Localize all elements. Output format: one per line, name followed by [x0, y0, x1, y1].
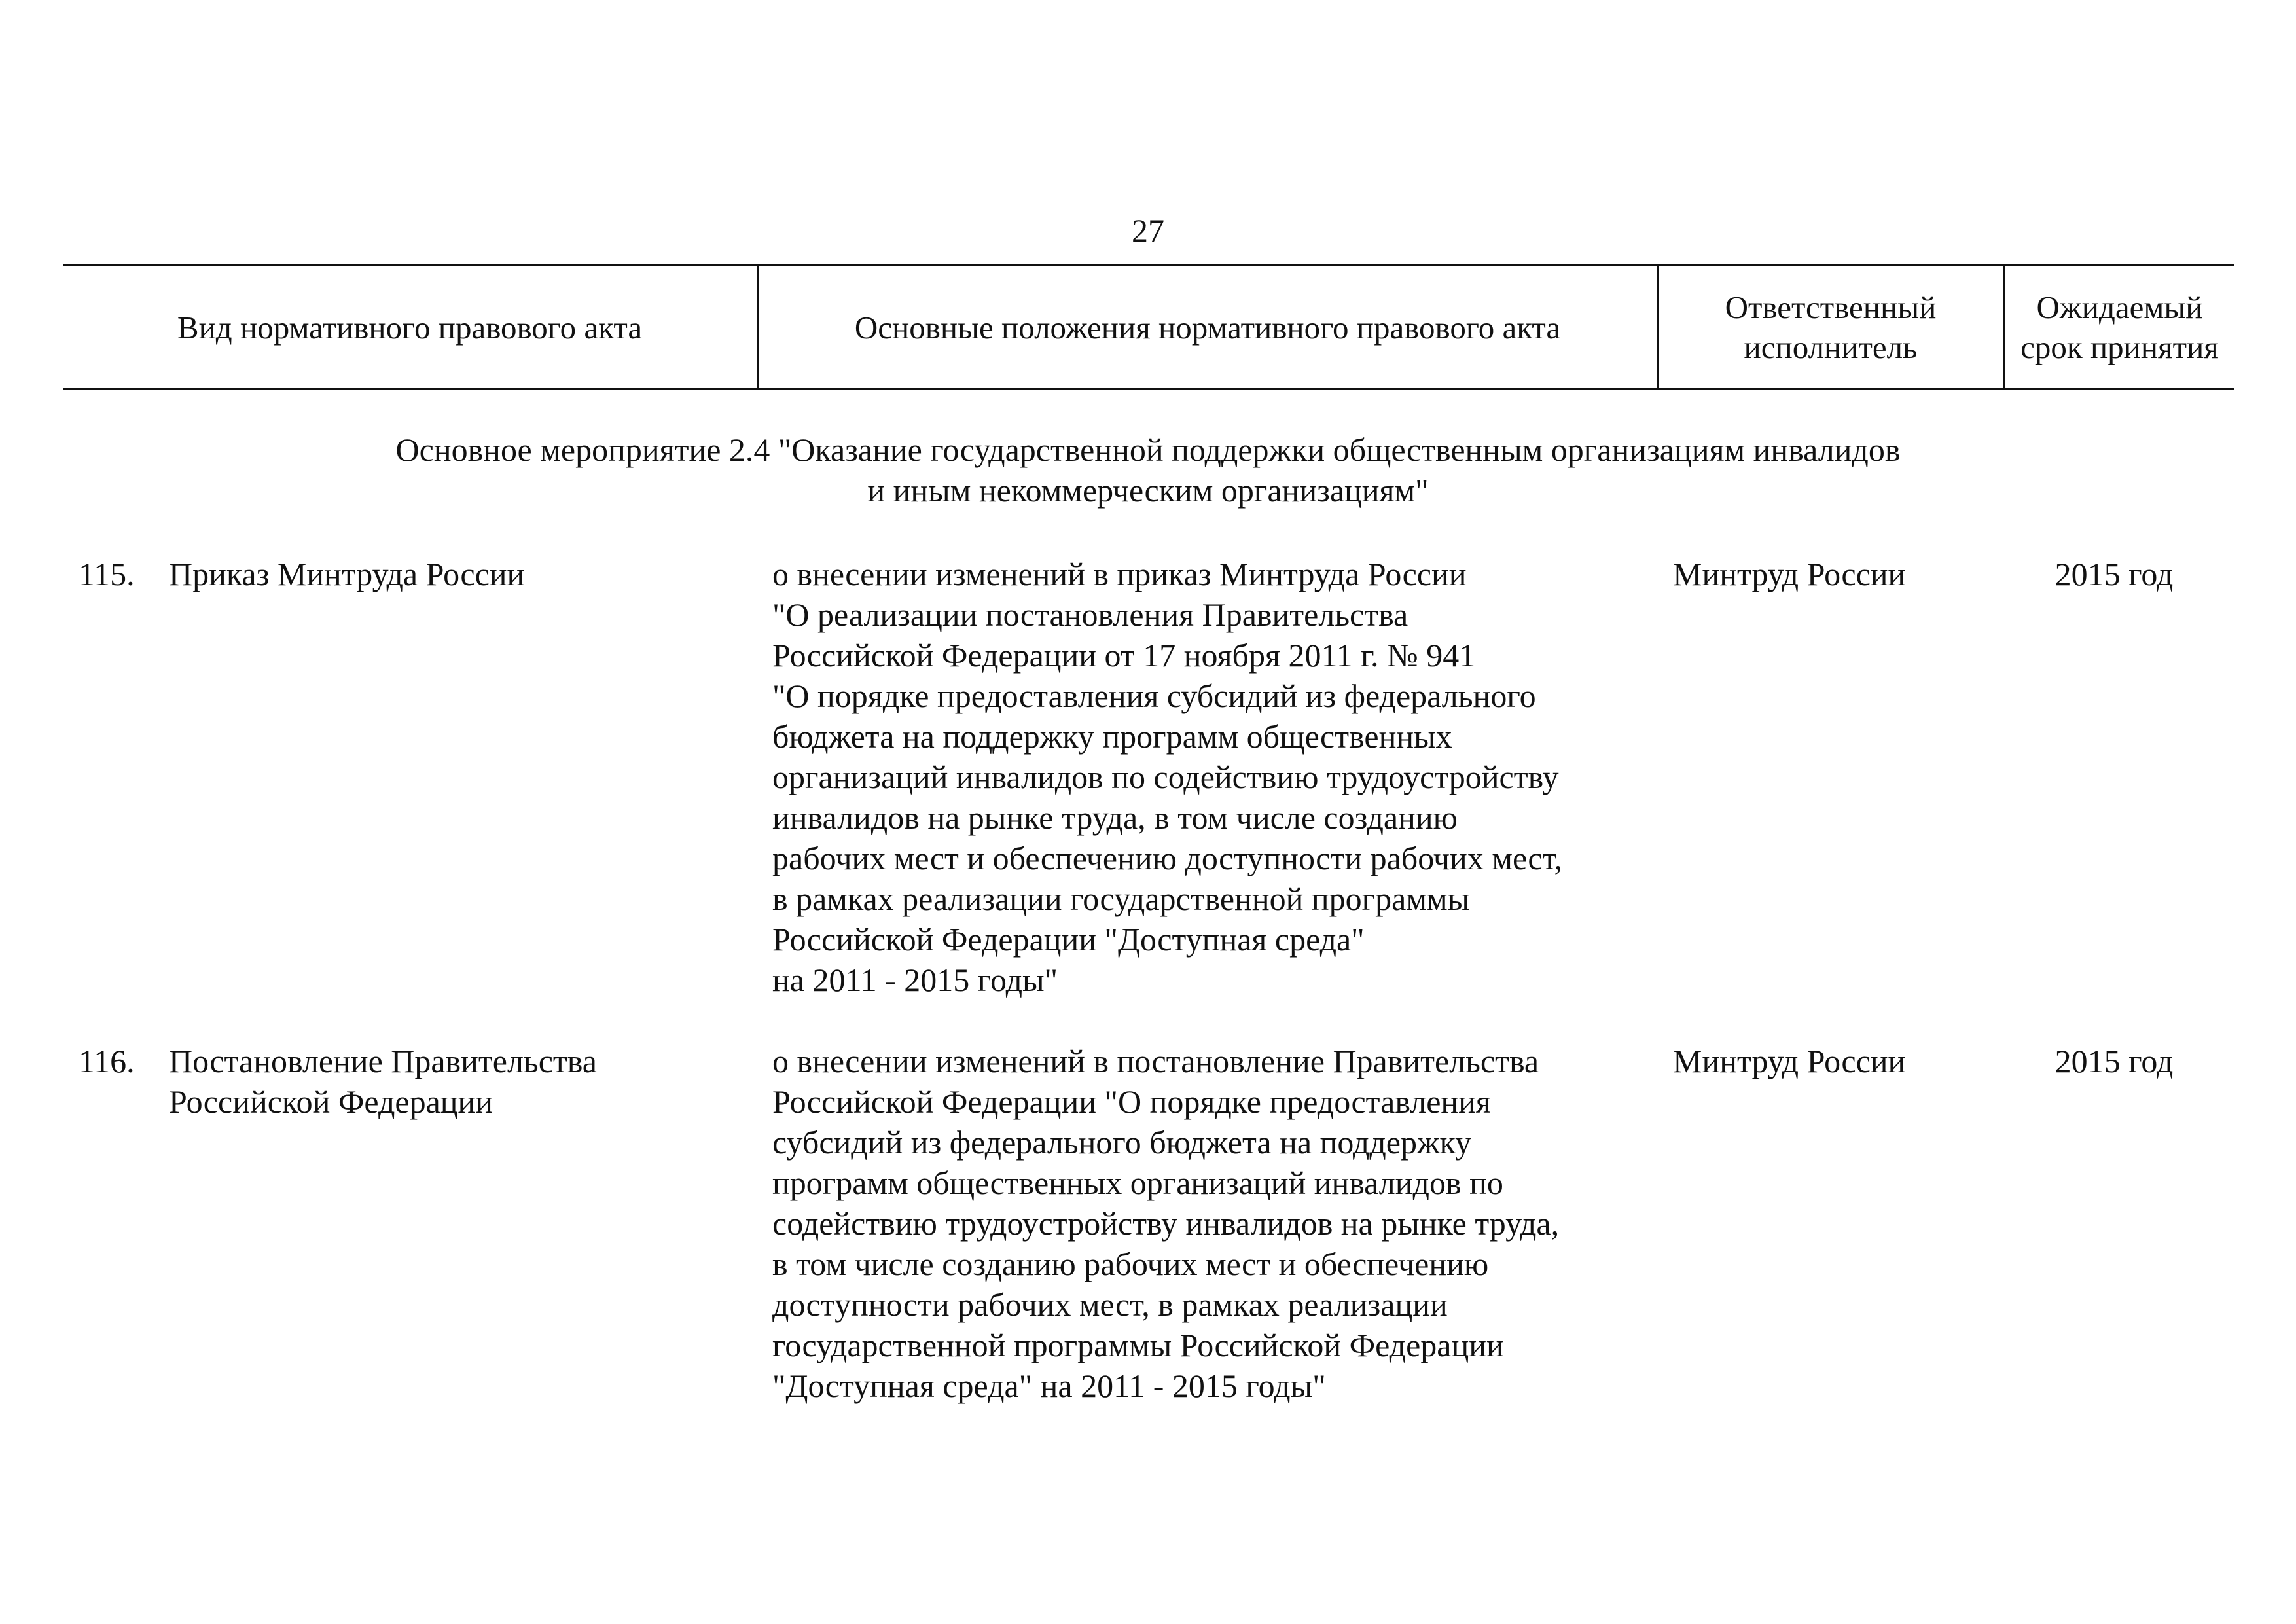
header-term: Ожидаемый срок принятия — [2020, 289, 2219, 365]
row-term: 2015 год — [2054, 556, 2174, 592]
row-provisions: о внесении изменений в постановление Правительства Российской Федерации "О порядке предоставления субсидий из федерального бюджета на поддержку программ общественных организаций инвалидов по содействию трудоустройству инвалидов на рынке труда, в том числе созданию рабочих мест и обеспечению доступности рабочих мест, в рамках реализации государственной программы Российской Федерации "Доступная среда" на 2011 - 2015 годы" — [772, 1043, 1560, 1404]
row-number: 115. — [79, 556, 135, 592]
header-provisions: Основные положения нормативного правового акта — [854, 309, 1561, 346]
row-term: 2015 год — [2054, 1043, 2174, 1079]
row-act-type: Постановление Правительства Российской Федерации — [169, 1043, 597, 1120]
row-number: 116. — [79, 1043, 135, 1079]
row-executor: Минтруд России — [1673, 556, 1906, 592]
section-title: Основное мероприятие 2.4 "Оказание государственной поддержки общественным организациям инвалидов и иным некоммерческим организациям" — [395, 431, 1901, 509]
table-header — [63, 264, 2234, 390]
row-act-type: Приказ Минтруда России — [169, 556, 525, 592]
page-number: 27 — [1132, 212, 1164, 249]
row-executor: Минтруд России — [1673, 1043, 1906, 1079]
row-provisions: о внесении изменений в приказ Минтруда России "О реализации постановления Правительства Российской Федерации от 17 ноября 2011 г. № 941 "О порядке предоставления субсидий из федерального бюджета на поддержку программ общественных организаций инвалидов по содействию трудоустройству инвалидов на рынке труда, в том числе созданию рабочих мест и обеспечению доступности рабочих мест, в рамках реализации государственной программы Российской Федерации "Доступная среда" на 2011 - 2015 годы" — [772, 556, 1563, 998]
header-act-type: Вид нормативного правового акта — [177, 309, 643, 346]
header-executor: Ответственный исполнитель — [1725, 289, 1937, 365]
